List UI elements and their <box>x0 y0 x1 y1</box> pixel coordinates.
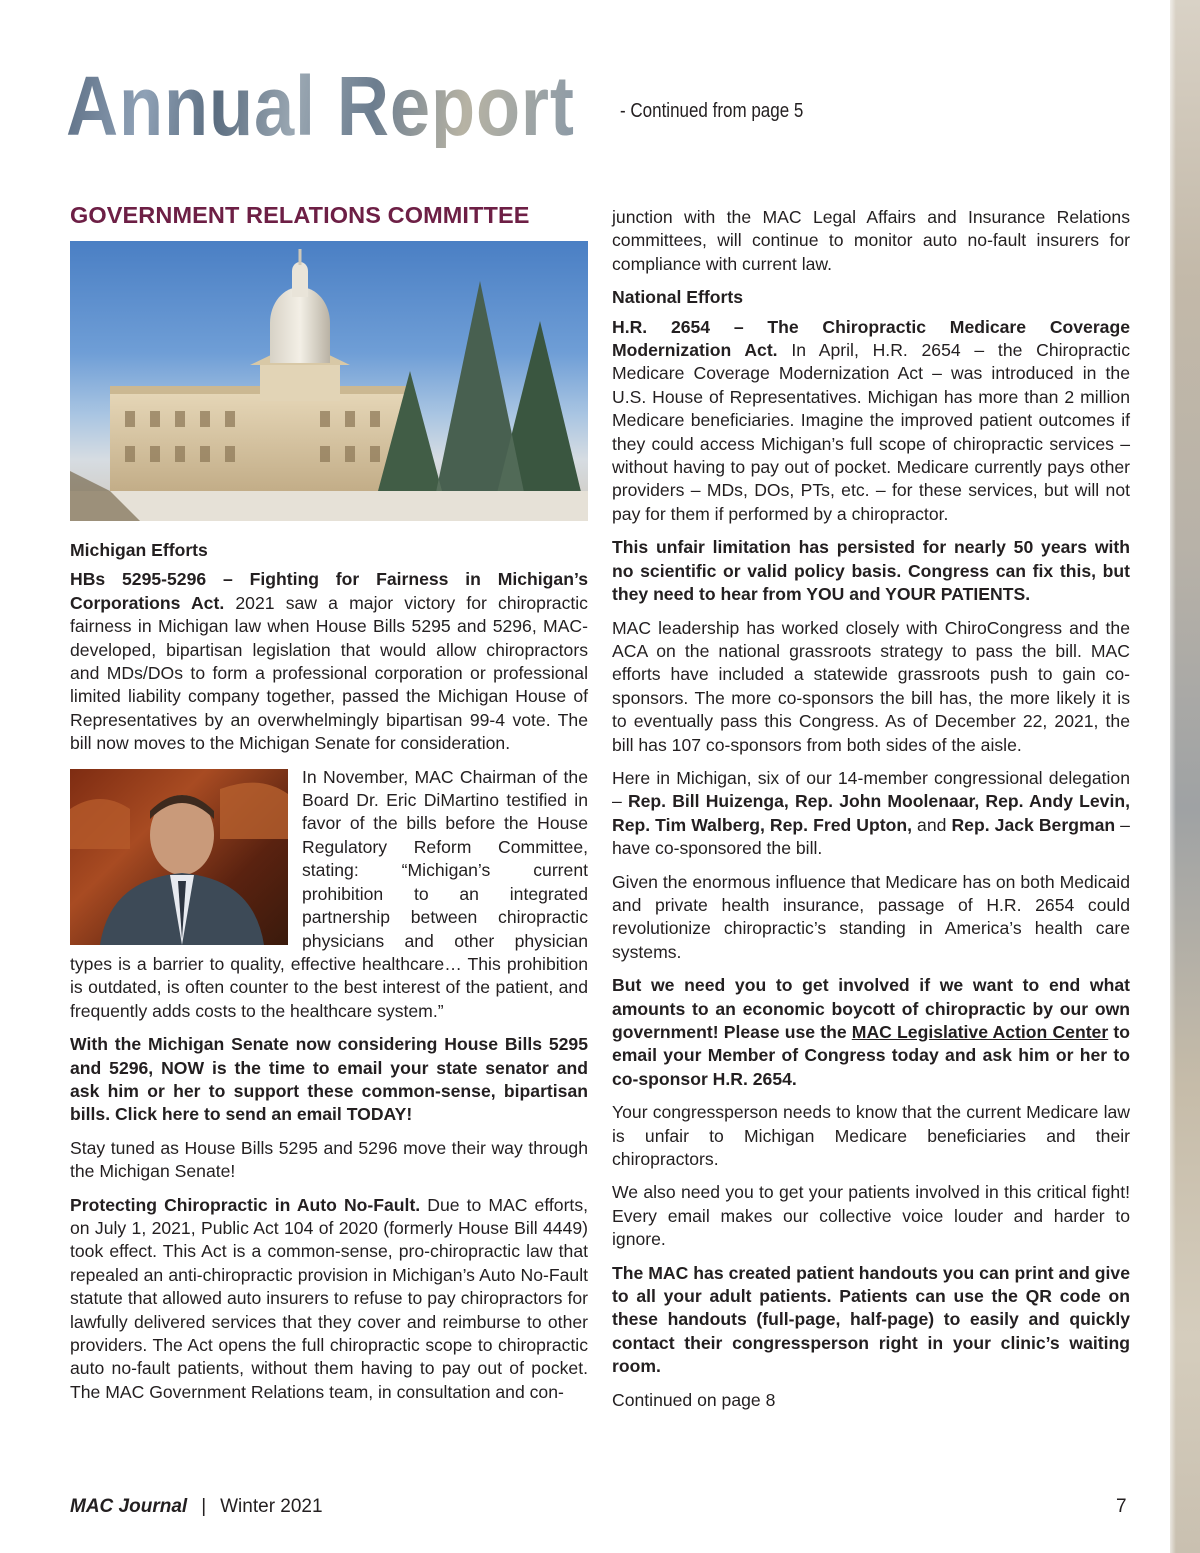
delegation-last-rep: Rep. Jack Bergman <box>951 814 1116 835</box>
congressperson-paragraph: Your congressperson needs to know that the current Medicare law is unfair to Michigan Medicare beneficiaries and their chiropractors. <box>612 1102 1130 1170</box>
capitol-building-photo <box>70 241 588 521</box>
get-involved-paragraph <box>612 974 1130 1091</box>
page-number: 7 <box>1116 1496 1127 1517</box>
get-involved-intro: But we need you to get involved if we want to end what amounts to an economic boycott of chiropractic by our own government! Please use the <box>612 975 1130 1042</box>
footer-separator: | <box>201 1496 207 1517</box>
delegation-intro: Here in Michigan, six of our 14-member congressional delegation – <box>612 767 1130 812</box>
get-involved-outro: to email your Member of Congress today and ask him or her to co-sponsor H.R. 2654. <box>612 1022 1131 1089</box>
senate-call-to-action[interactable]: With the Michigan Senate now considering House Bills 5295 and 5296, NOW is the time to email your state senator and ask him or her to support these common-sense, bipartisan bills. Click here to send an email TODAY! <box>70 1034 588 1125</box>
section-heading: GOVERNMENT RELATIONS COMMITTEE <box>70 202 530 228</box>
continued-on-note: Continued on page 8 <box>612 1389 776 1410</box>
issue-date: Winter 2021 <box>220 1496 323 1517</box>
legislative-action-center-link[interactable]: MAC Legislative Action Center <box>851 1022 1109 1042</box>
medicare-influence-paragraph: Given the enormous influence that Medicare has on both Medicaid and private health insurance, passage of H.R. 2654 could revolutionize chiropractic’s standing in America’s health care systems. <box>612 871 1130 962</box>
continued-from-note: - Continued from page 5 <box>620 100 804 122</box>
delegation-and: and <box>911 814 952 835</box>
testimony-paragraph: In November, MAC Chairman of the Board Dr. Eric DiMartino testified in favor of the bills before the House Regulatory Reform Committee, stating: “Michigan’s current prohibition to an integrated partnership between chiropractic physicians and other physician types is a barrier to quality, effective healthcare… This prohibition is outdated, is often counter to the best interest of the patient, and frequently adds costs to the healthcare system.” <box>70 766 588 1021</box>
unfair-limitation-paragraph: This unfair limitation has persisted for nearly 50 years with no scientific or valid policy basis. Congress can fix this, but they need to hear from YOU and YOUR PATIENTS. <box>612 537 1130 605</box>
hr-2654-paragraph <box>612 316 1130 527</box>
right-column <box>612 206 1130 1422</box>
leadership-paragraph: MAC leadership has worked closely with ChiroCongress and the ACA on the national grassroots strategy to pass the bill. MAC efforts have included a statewide grassroots push to gain co-sponsors. The more co-sponsors the bill has, the more likely it is to eventually pass this Congress. As of December 22, 2021, the bill has 107 co-sponsors from both sides of the aisle. <box>612 617 1130 755</box>
delegation-paragraph <box>612 767 1130 861</box>
hbs-body: 2021 saw a major victory for chiropractic fairness in Michigan law when House Bills 5295 and 5296, MAC-developed, bipartisan legislation that would allow chiropractors and MDs/DOs to form a professional corporation or professional limited liability company together, passed the Michigan House of Representatives by an overwhelmingly bipartisan 99-4 vote. The bill now moves to the Michigan Senate for consideration. <box>70 592 588 754</box>
stay-tuned-paragraph: Stay tuned as House Bills 5295 and 5296 move their way through the Michigan Senate! <box>70 1137 588 1182</box>
delegation-outro: – have co-sponsored the bill. <box>612 814 1130 859</box>
auto-no-fault-title: Protecting Chiropractic in Auto No-Fault. <box>70 1194 421 1215</box>
michigan-efforts-subheading: Michigan Efforts <box>70 540 208 560</box>
patients-paragraph: We also need you to get your patients involved in this critical fight! Every email makes our collective voice louder and harder to ignore. <box>612 1182 1130 1250</box>
patient-handouts-paragraph: The MAC has created patient handouts you can print and give to all your adult patients. Patients can use the QR code on these handouts (full-page, half-page) to easily and quickly contact their congressperson right in your clinic’s waiting room. <box>612 1262 1130 1377</box>
hr-2654-body: In April, H.R. 2654 – the Chiropractic Medicare Coverage Modernization Act – was introduced in the U.S. House of Representatives. Michigan has more than 2 million Medicare beneficiaries. Imagine the improved patient outcomes if they could access Michigan’s full scope of chiropractic services – without having to pay out of pocket. Medicare currently pays other providers – MDs, DOs, PTs, etc. – for these services, but will not pay for them if performed by a chiropractor. <box>612 340 1131 524</box>
hbs-paragraph <box>70 568 588 755</box>
dimartino-testimony-photo <box>70 769 288 945</box>
page-edge-texture <box>1170 0 1200 1553</box>
hbs-title: HBs 5295-5296 – Fighting for Fairness in Michigan’s Corporations Act. <box>70 569 588 613</box>
page-footer <box>70 1496 323 1518</box>
hr-2654-title: H.R. 2654 – The Chiropractic Medicare Coverage Modernization Act. <box>612 316 1130 361</box>
delegation-reps: Rep. Bill Huizenga, Rep. John Moolenaar, Rep. Andy Levin, Rep. Tim Walberg, Rep. Fred Upton, <box>612 791 1130 835</box>
auto-no-fault-body: Due to MAC efforts, on July 1, 2021, Public Act 104 of 2020 (formerly House Bill 4449) took effect. This Act is a common-sense, pro-chiropractic law that repealed an anti-chiropractic provision in Michigan’s Auto No-Fault statute that allowed auto insurers to refuse to pay chiropractors for lawfully delivered services that they cover and reimburse to other providers. The Act opens the full chiropractic scope to chiropractic auto no-fault patients, without them having to pay out of pocket. The MAC Government Relations team, in consultation and con- <box>70 1194 589 1402</box>
continuation-paragraph: junction with the MAC Legal Affairs and Insurance Relations committees, will continue to monitor auto no-fault insurers for compliance with current law. <box>612 207 1130 274</box>
national-efforts-subheading: National Efforts <box>612 287 743 308</box>
masthead-title: Annual Report <box>66 59 575 153</box>
left-column <box>70 202 588 1414</box>
journal-name: MAC Journal <box>70 1496 188 1517</box>
auto-no-fault-paragraph <box>70 1194 588 1405</box>
